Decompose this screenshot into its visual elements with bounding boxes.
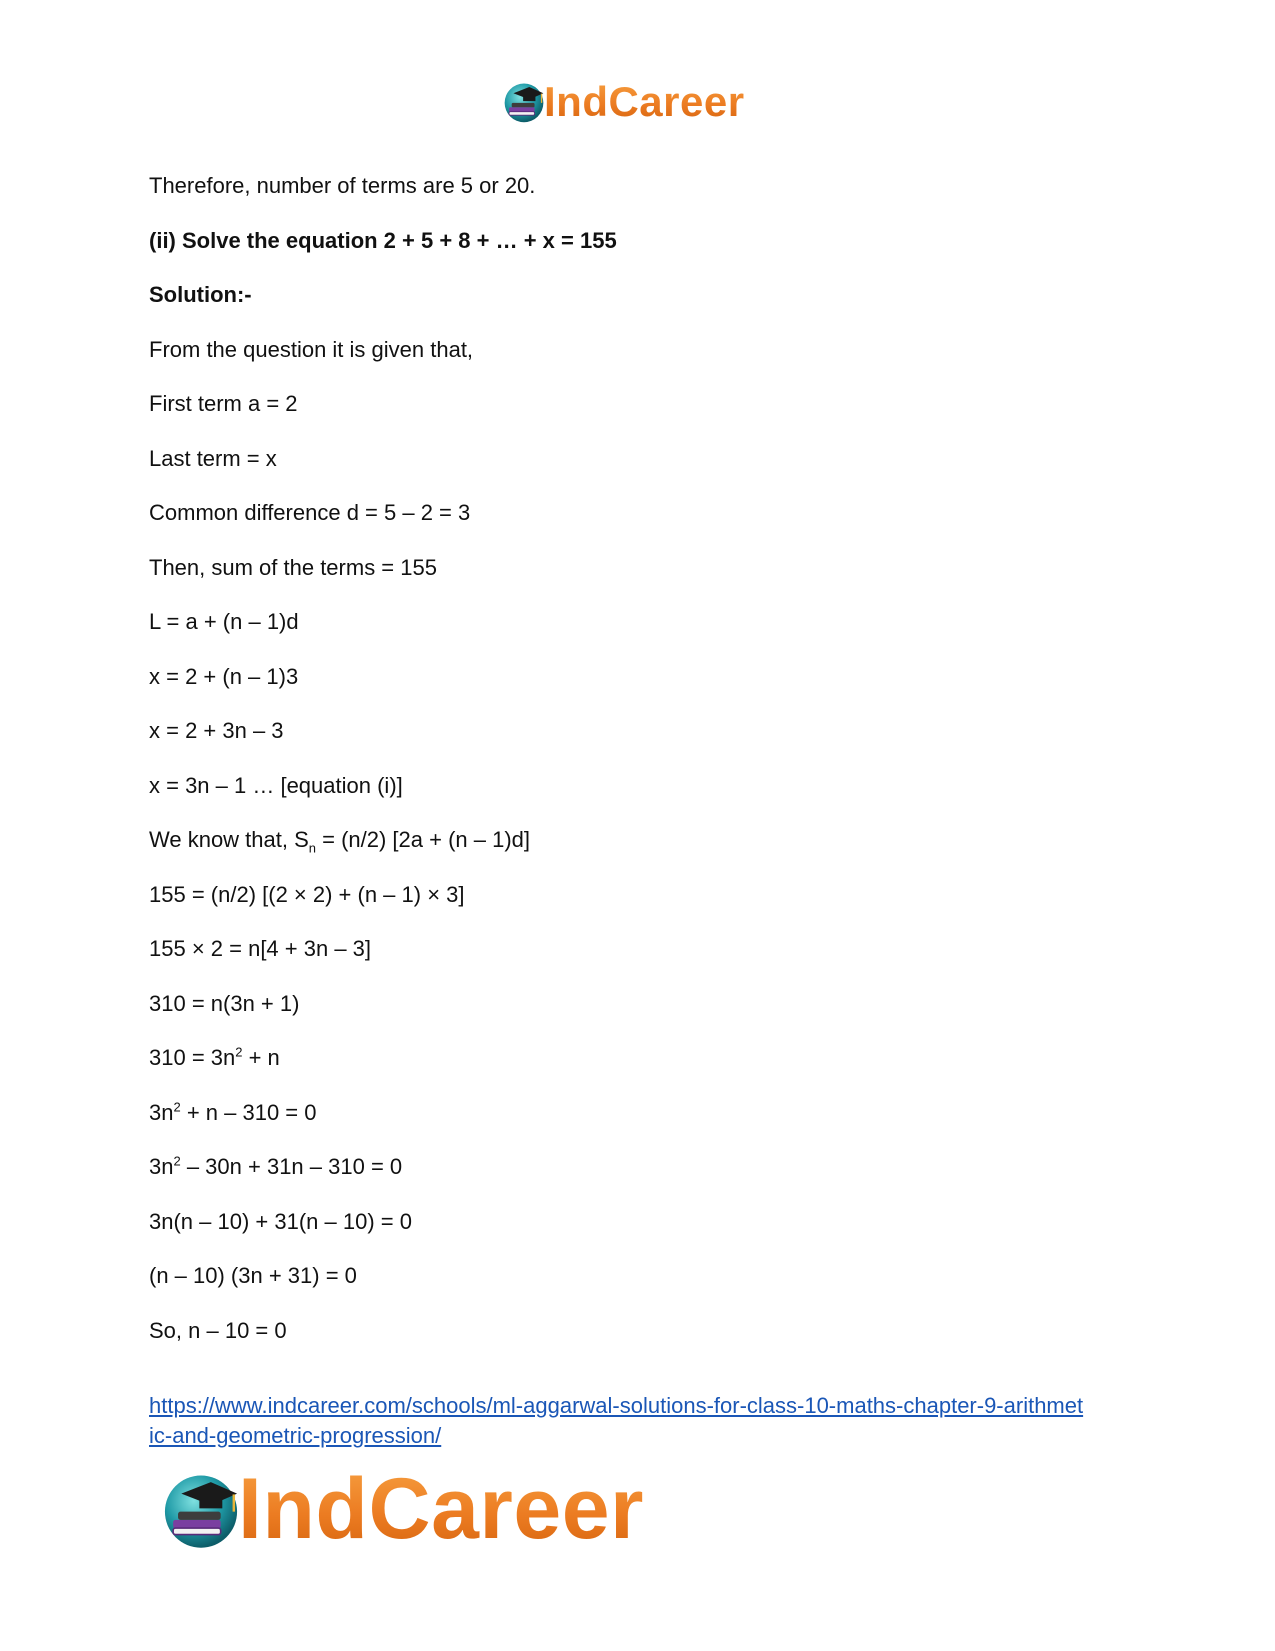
logo-wordmark: IndCareer (238, 1461, 644, 1557)
text-line: Therefore, number of terms are 5 or 20. (149, 173, 536, 198)
superscript: 2 (173, 1153, 181, 1169)
graduation-cap-book-globe-icon (160, 1469, 242, 1551)
text-line: First term a = 2 (149, 391, 298, 416)
header-logo (502, 78, 745, 126)
equation-part: – 30n + 31n – 310 = 0 (180, 1154, 403, 1179)
source-link[interactable] (149, 1391, 1149, 1451)
equation-line: 155 × 2 = n[4 + 3n – 3] (149, 936, 372, 961)
equation-part: 310 = 3n (149, 1045, 236, 1070)
equation-line (149, 1044, 1149, 1072)
equation-part: + n – 310 = 0 (180, 1099, 317, 1125)
graduation-cap-book-globe-icon (502, 80, 546, 124)
equation-line: 155 = (n/2) [(2 × 2) + (n – 1) × 3] (149, 881, 465, 907)
subscript: n (308, 840, 317, 856)
document-body (149, 172, 1149, 1371)
equation-line: L = a + (n – 1)d (149, 609, 299, 634)
superscript: 2 (173, 1099, 181, 1115)
equation-part: 3n (149, 1154, 174, 1179)
equation-part: We know that, S (149, 827, 309, 852)
text-line: Last term = x (149, 445, 277, 471)
equation-part: 3n (149, 1099, 174, 1125)
superscript: 2 (235, 1044, 243, 1060)
text-line: Then, sum of the terms = 155 (149, 554, 437, 580)
equation-line: x = 3n – 1 … [equation (i)] (149, 772, 403, 798)
text-line: Common difference d = 5 – 2 = 3 (149, 500, 471, 525)
equation-line: x = 2 + 3n – 3 (149, 718, 284, 743)
source-link-line-2[interactable]: ic-and-geometric-progression/ (149, 1423, 442, 1448)
equation-line: x = 2 + (n – 1)3 (149, 663, 299, 689)
footer-logo (160, 1460, 644, 1559)
equation-line: So, n – 10 = 0 (149, 1317, 287, 1343)
source-link-line-1[interactable]: https://www.indcareer.com/schools/ml-aggarwal-solutions-for-class-10-maths-chapter-9-arithmet (149, 1393, 1084, 1418)
equation-line (149, 1099, 1149, 1127)
equation-part: + n (242, 1045, 280, 1070)
text-line: From the question it is given that, (149, 336, 474, 362)
equation-line: 310 = n(3n + 1) (149, 990, 300, 1016)
question-heading: (ii) Solve the equation 2 + 5 + 8 + … + x = 155 (149, 227, 617, 253)
equation-line: 3n(n – 10) + 31(n – 10) = 0 (149, 1208, 412, 1234)
logo-wordmark: IndCareer (544, 78, 745, 125)
equation-line: (n – 10) (3n + 31) = 0 (149, 1263, 357, 1288)
solution-label: Solution:- (149, 282, 252, 307)
equation-line (149, 826, 1149, 854)
equation-line (149, 1153, 1149, 1181)
equation-part: = (n/2) [2a + (n – 1)d] (316, 827, 531, 852)
